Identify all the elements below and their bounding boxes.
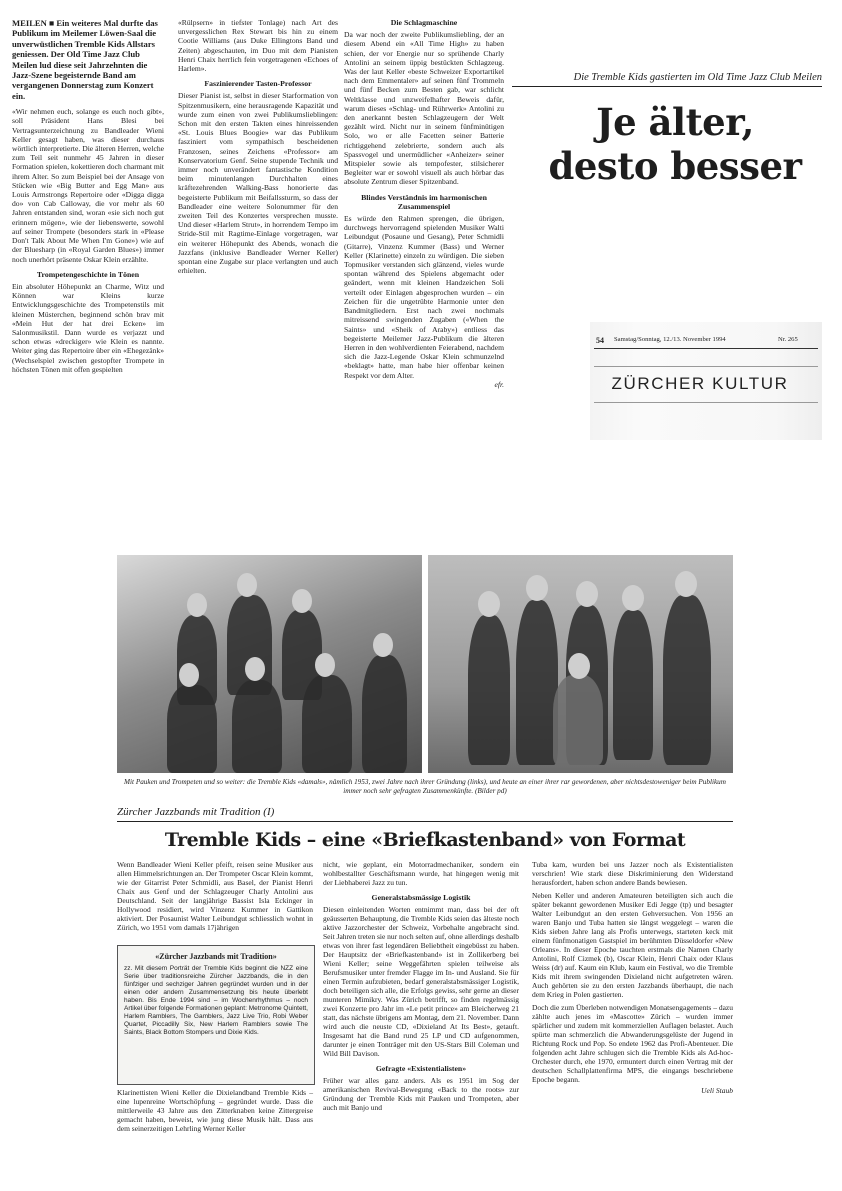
subheading: Die Schlagmaschine: [390, 18, 458, 27]
paragraph: Es würde den Rahmen sprengen, die übrigen, durchwegs hervorragend spielenden Musiker Walti Leibundgut (Posaune und Gesang), Peter Schmidli (Gitarre), Vinzenz Kummer (Bass) und Werner Keller (Klarinette) einzeln zu würdigen. Die sieben Topmusiker verstanden sich glänzend, vieles wurde spontan während des Spielens abgemacht oder geändert, wenn mit kleinen Handzeichen Soli verteilt oder Einlagen abgesprochen wurden – ein Zeichen für die ungetrübte Harmonie unter den Bandmitgliedern. Erst nach zwei nochmals mitreissend swingenden Zugaben («When the Saints» und «Sheik of Araby») entliess das begeisterte Meilemer Jazz-Publikum die älteren Herren in den wohlverdienten Feierabend, nachdem sich die Jazz-Legende Oskar Klein schmunzelnd «beklagt» hatte, man habe hier offenbar keinen Respekt vor dem Alter.: [344, 214, 504, 380]
page-number: 54: [596, 336, 604, 345]
article-lead: MEILEN ■ Ein weiteres Mal durfte das Publikum im Meilemer Löwen-Saal die unverwüstlichen Tremble Kids Allstars geniessen. Der Old Time Jazz Club Meilen lud diese seit Jahrzehnten die Jazz-Szene begeisternde Band am vergangenen Donnerstag zum Konzert ein.: [12, 18, 158, 101]
paragraph: Ein absoluter Höhepunkt an Charme, Witz und Können war Kleins kurze Entwicklungsgeschichte des Trompetenstils mit kleinen Müsterchen, beginnend schön brav mit «Mein Hut der hat drei Ecken» im Salonmusikstil. Dann wurde es verjazzt und schon etwas «dreckiger» wie Klein es nannte. Weiter ging das Repertoire über ein «Ehegezänk» (Wechselspiel zwischen gestopfter Trompete in höchsten Tönen mit offen gespielten: [12, 281, 164, 374]
paragraph: Klarinettisten Wieni Keller die Dixielandband Tremble Kids – eine lupenreine Wortschöpfung – gegründet wurde. Dass die mittlerweile 43 Jahre aus den Zitterknaben keine Zittergreise gemacht haben, beweist, wie jung diese Musik hält. Dass aus dem seinerzeitigen Lehrling Werner Keller: [117, 1088, 313, 1133]
top-column-3: [344, 18, 504, 389]
box-text: zz. Mit diesem Porträt der Tremble Kids beginnt die NZZ eine Serie über traditionsreiche Zürcher Jazzbands, die in den fünfziger und sechziger Jahren gegründet wurden und in der einen oder andern Zusammensetzung bis heute überlebt haben. Bis Ende 1994 sind – im Wochenrhythmus – noch Artikel über folgende Formationen geplant: Metronome Quintett, Harlem Ramblers, The Gamblers, Jazz Live Trio, Robi Weber Quartet, Piccadilly Six, New Harlem Ramblers sowie The Saints, Black Bottom Stompers und Dixie Kids.: [124, 965, 308, 1036]
bottom-kicker: Zürcher Jazzbands mit Tradition (I): [117, 806, 275, 818]
issue-date: Samstag/Sonntag, 12./13. November 1994: [614, 336, 726, 343]
bottom-headline: Tremble Kids – eine «Briefkastenband» von Format: [164, 829, 686, 851]
paragraph: Diesen einleitenden Worten entnimmt man, dass bei der oft geäusserten Behauptung, die Tremble Kids seien das älteste noch aktive Jazzorchester der Schweiz, Vorbehalte angebracht sind. Seit Jahren treten sie nur noch selten auf, ohne allerdings deshalb etwas von ihrer fast legendären Beliebtheit eingebüsst zu haben. Der Hauptsitz der «Briefkastenband» ist in Zollikerberg bei Wieni Keller; seine Weggefährten spielen teilweise als Berufsmusiker unter fremder Flagge im In- und Ausland. Sie für einen Termin aufzubieten, bedarf generalstabsmässiger Logistik, doch beteiligen sich alle, die Erfolgs gewiss, sehr gerne an dieser munteren Mimikry. Was Zürich betrifft, so finden regelmässig zwei Konzerte pro Jahr im «Le petit prince» am Bleicherweg 21 statt, das nächste übrigens am Montag, dem 21. November. Dann wird auch die neuste CD, «Dixieland At Its Best», getauft. Insgesamt hat die Band rund 25 LP und CD aufgenommen, darunter je einen Tonträger mit den US-Stars Bill Coleman und Wild Bill Davison.: [323, 905, 519, 1058]
clipping-rule: [594, 366, 818, 367]
issue-number: Nr. 265: [778, 336, 798, 343]
top-kicker: Die Tremble Kids gastierten im Old Time Jazz Club Meilen: [573, 72, 822, 83]
paragraph: Tuba kam, wurden bei uns Jazzer noch als Existentialisten verschrien! Wie stark diese Diskriminierung den Widerstand herausfordert, haben schon andere Bands bewiesen.: [532, 860, 733, 887]
paragraph: Früher war alles ganz anders. Als es 1951 im Sog der amerikanischen Revival-Bewegung «Back to the roots» zur Gründung der Tremble Kids mit Pauken und Trompeten, aber auch mit Banjo und: [323, 1076, 519, 1112]
photo-caption: Mit Pauken und Trompeten und so weiter: die Tremble Kids «damals», nämlich 1953, zwei Jahre nach ihrer Gründung (links), und heute an einer ihrer rar gewordenen, aber nichtsdestoweniger beim Publikum immer noch sehr gefragten Zusammenkünfte. (Bilder pd): [124, 778, 726, 795]
photo-1953-band: [117, 555, 422, 773]
clipping-rule: [594, 402, 818, 403]
clipping-header: [590, 322, 822, 440]
bottom-column-1-continued: [117, 1088, 313, 1133]
top-column-1: [12, 18, 164, 374]
subheading: Faszinierender Tasten-Professor: [204, 79, 312, 89]
subheading: Blindes Verständnis im harmonischen Zusammenspiel: [361, 192, 487, 211]
paragraph: «Wir nehmen euch, solange es euch noch gibt», soll Präsident Hans Blesi bei Vertragsunterzeichnung zu Bandleader Wieni Keller gesagt haben, was dieser durchaus wörtlich interpretierte. Die älteren Herren, welche zum Teil seit nunmehr 45 Jahren in dieser Formation spielen, kokettieren doch charmant mit ihrem Alter. So zum Beispiel bei der Ansage von Stücken wie «Big Butter and Egg Man» aus Louis Armstrongs Repertoire oder «Digga digga do» von Cab Calloway, die vor mehr als 60 Jahren entstanden sind, woran «sie sich noch gut erinnern mögen», wie der liebenswerte, sowohl auf seiner Trompete (besonders stark in «Please Don't Talk About Me When I'm Gone») wie auf der Bluesharp (in «Royal Garden Blues») immer noch unerhört präsente Oskar Klein erzählte.: [12, 107, 165, 264]
subheading: Gefragte «Existentialisten»: [375, 1064, 467, 1073]
subheading: Trompetengeschichte in Tönen: [36, 269, 140, 279]
bottom-column-2: [323, 860, 519, 1112]
photo-band-today: [428, 555, 733, 773]
bottom-column-3: [532, 860, 733, 1095]
kicker-rule: [117, 821, 733, 822]
paragraph: Neben Keller und anderen Amateuren beteiligten sich auch die später bekannt gewordenen Musiker Edi Jegge (tp) und besagter Walter Leibundgut an den ersten Gehversuchen. Von 1956 an waren Banjo und Tuba hatten sie längst weggelegt – waren die Kids sieben Jahre lang als Profis unterwegs, starteten keck mit einem fünfmonatigen Gastspiel im berühmten Düsseldorfer «New Orleans». In dieser Epoche tauchten erstmals die Namen Charly Antolini, Rolf Cizmek (b), Oscar Klein, Henri Chaix oder Klaus Weiss (dr) auf. Kaum ein Klub, kaum ein Festival, wo die Tremble Kids mit ihrem swingenden Dixieland nicht aufgetreten wären. Auch gehörten sie zu den ersten Jazzbands überhaupt, die nach dem Krieg in Polen gastierten.: [532, 891, 733, 999]
top-headline: Je älter, desto besser: [548, 100, 802, 188]
clipping-rule: [594, 348, 818, 349]
paragraph: Wenn Bandleader Wieni Keller pfeift, reisen seine Musiker aus allen Himmelsrichtungen an. Der Trompeter Oscar Klein kommt, wie der Gitarrist Peter Schmidli, aus Basel, der Pianist Henri Chaix aus Genf und der Schlagzeuger Charly Antolini aus Deutschland. Seit der langjährige Bassist Isla Eckinger in Hollywood residiert, wird Vinzenz Kummer in Gattikon aktiviert. Der Posaunist Walter Leibundgut schliesslich wohnt in Zürich, wo 1951 vom damals 17jährigen: [117, 860, 313, 932]
section-title: ZÜRCHER KULTUR: [611, 374, 789, 393]
series-info-box: [117, 945, 315, 1085]
paragraph: Doch die zum Überleben notwendigen Monatsengagements – dazu zählte auch jenes im «Mascotte» Zürich – wurden immer spärlicher und zudem mit kommerziellen Auflagen belastet. Auch spürte man schmerzlich die Abwanderungsgelüste der Jugend in Richtung Rock und Pop. So endete 1962 das Profi-Abenteuer. Die folgenden acht Jahre schlugen sich die Tremble Kids als Ad-hoc-Orchester durch, ehe 1970, ermuntert durch einen Vertrag mit der deutschen Schallplattenfirma MPS, die eingangs beschriebene Epoche begann.: [532, 1003, 733, 1084]
bottom-column-1: [117, 860, 313, 932]
kicker-rule: [512, 86, 822, 87]
paragraph: Dieser Pianist ist, selbst in dieser Starformation von Spitzenmusikern, eine herausragende Kapazität und wurde zum einen von zwei Publikumslieblingen: Schon mit den ersten Takten eines hinreissenden «St. Louis Blues Boogie» war das Publikum fasziniert vom sympathisch bescheidenen Franzosen, seines Zeichens «Professor» am Konservatorium Genf. Seine stupende Technik und immer noch unverändert fantastische Kondition beim minutenlangen Durchhalten eines kräftezehrenden Walking-Bass honorierte das begeisterte Publikum mit Beifallssturm, so dass der Bandleader eine weitere Solonummer für den zweiten Teil des Konzertes versprechen musste. Und dieser «Harlem Strut», in horrendem Tempo im Stride-Stil mit Ragtime-Einlage vorgetragen, war ein weiterer Höhepunkt des Abends, wonach die Jazzfans (inklusive Bandleader Werner Keller) spontan eine Zugabe sur place verlangten und auch erhielten.: [178, 91, 338, 276]
paragraph: Da war noch der zweite Publikumsliebling, der an diesem Abend ein «All Time High» zu haben schien, der vor Energie nur so sprühende Charly Antolini an seinem üppig bestückten Schlagzeug. Was der laut Keller «beste Schweizer Exportartikel nach dem Emmentaler» auf seinen fünf Trommeln und fünf Becken zum Besten gab, war schlicht Weltklasse und unzweifelhafter Beweis dafür, warum dieses «Schlag- und Rührwerk» Antolini zu den anerkannt besten Schlagzeugern der Welt gezählt wird. Nicht nur in seinem fünfminütigen Solo, wo er alle Facetten seiner Batterie richtiggehend zelebrierte, sondern auch als Spassvogel und unermüdlicher «Anheizer» seiner Mitspieler sowie als tempofester, stilsicherer Begleiter war er sowohl visuell als auch hörbar das absolute Zentrum dieser Spitzenband.: [344, 30, 504, 187]
author-initials: efr.: [494, 379, 504, 389]
top-column-2: [178, 18, 338, 275]
subheading: Generalstabsmässige Logistik: [371, 893, 471, 902]
paragraph: «Rülpsern» in tiefster Tonlage) nach Art des unvergesslichen Rex Stewart bis hin zu einem Cootie Williams (aus Duke Ellingtons Band und Zeiten) abgeschauten, im Duo mit dem Pianisten Henri Chaix herrlich fein vorgetragenen «Echoes of Harlem».: [178, 18, 338, 74]
box-title: «Zürcher Jazzbands mit Tradition»: [155, 952, 277, 961]
paragraph: nicht, wie geplant, ein Motorradmechaniker, sondern ein wohlbestallter Geschäftsmann wurde, hat hingegen wenig mit der Liebhaberei Jazz zu tun.: [323, 860, 519, 887]
author: Ueli Staub: [701, 1086, 733, 1095]
